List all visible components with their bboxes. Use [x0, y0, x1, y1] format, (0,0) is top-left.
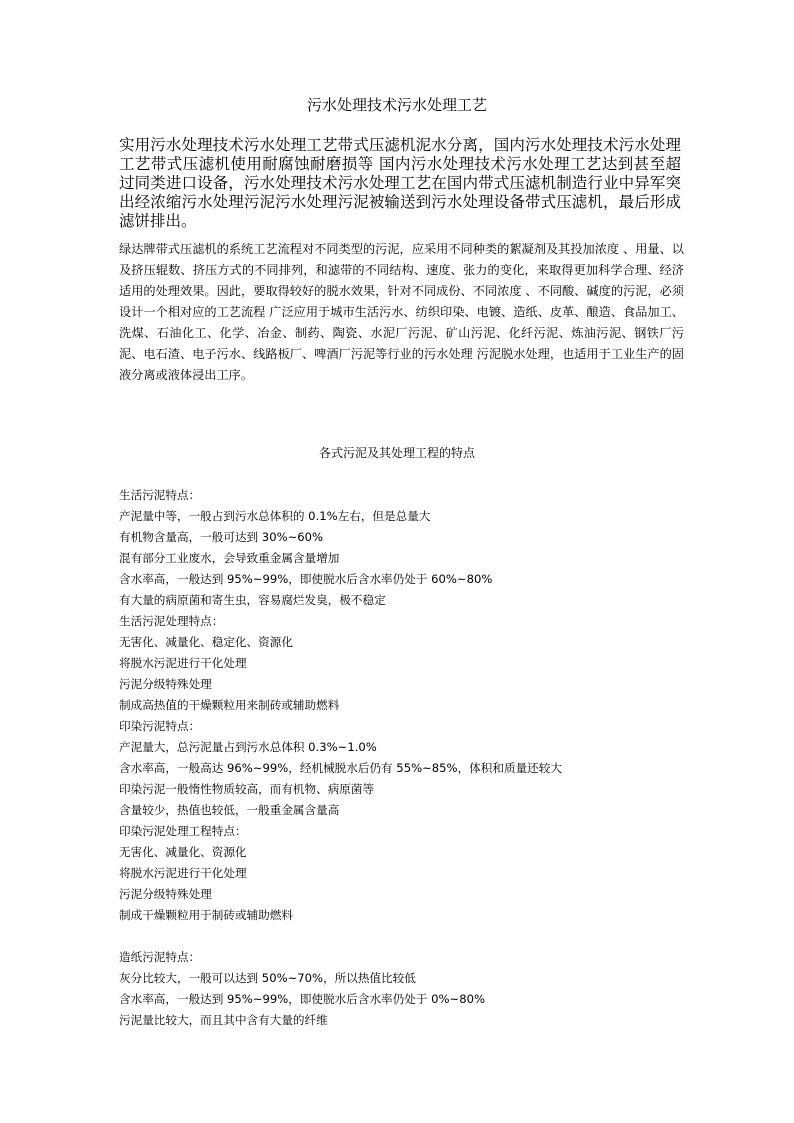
process-paragraph: 绿达牌带式压滤机的系统工艺流程对不同类型的污泥，应采用不同种类的絮凝剂及其投加浓度 、用量、以及挤压辊数、挤压方式的不同排列，和滤带的不同结构、速度、张力的变化，来取得更加科学合理、经济适用的处理效果。因此，要取得较好的脱水效果，针对不同成份、不同浓度 、不同酸、碱度的污泥，必须设计一个相对应的工艺流程 广泛应用于城市生活污水、纺织印染、电镀、造纸、皮革、酿造、食品加工、洗煤、石油化工、化学、冶金、制药、陶瓷、水泥厂污泥、矿山污泥、化纤污泥、炼油污泥、钢铁厂污泥、电石渣、电子污水、线路板厂、啤酒厂污泥等行业的污水处理 污泥脱水处理，也适用于工业生产的固液分离或液体浸出工序。: [119, 242, 684, 382]
section-subtitle: 各式污泥及其处理工程的特点: [318, 446, 475, 460]
document-title: 污水处理技术污水处理工艺: [306, 96, 487, 114]
list-line: 无害化、减量化、资源化: [119, 845, 247, 859]
list-line: 污泥分级特殊处理: [119, 887, 212, 901]
list-line: 生活污泥特点：: [119, 488, 201, 502]
list-line: 制成干燥颗粒用于制砖或辅助燃料: [119, 908, 293, 922]
intro-paragraph: 实用污水处理技术污水处理工艺带式压滤机泥水分离，国内污水处理技术污水处理工艺带式压滤机使用耐腐蚀耐磨损等 国内污水处理技术污水处理工艺达到甚至超过同类进口设备，污水处理技术污水处理工艺在国内带式压滤机制造行业中异军突出经浓缩污水处理污泥污水处理污泥被输送到污水处理设备带式压滤机，最后形成滤饼排出。: [119, 136, 681, 230]
list-line: 含水率高，一般达到 95%~99%，即使脱水后含水率仍处于 60%~80%: [119, 572, 493, 586]
list-line: 有大量的病原菌和寄生虫，容易腐烂发臭，极不稳定: [119, 593, 386, 607]
list-line: 含水率高，一般高达 96%~99%，经机械脱水后仍有 55%~85%，体积和质量还较大: [119, 761, 562, 775]
list-gap: [119, 926, 679, 947]
list-line: 印染污泥处理工程特点：: [119, 824, 247, 838]
list-line: 有机物含量高，一般可达到 30%~60%: [119, 530, 324, 544]
list-line: 将脱水污泥进行干化处理: [119, 866, 247, 880]
list-line: 造纸污泥特点：: [119, 950, 201, 964]
list-line: 生活污泥处理特点：: [119, 614, 224, 628]
list-line: 将脱水污泥进行干化处理: [119, 656, 247, 670]
list-line: 含量较少，热值也较低，一般重金属含量高: [119, 803, 340, 817]
list-line: 产泥量大，总污泥量占到污水总体积 0.3%~1.0%: [119, 740, 377, 754]
list-line: 无害化、减量化、稳定化、资源化: [119, 635, 293, 649]
list-line: 含水率高，一般达到 95%~99%，即使脱水后含水率仍处于 0%~80%: [119, 992, 485, 1006]
list-line: 污泥量比较大，而且其中含有大量的纤维: [119, 1013, 328, 1027]
list-line: 产泥量中等，一般占到污水总体积的 0.1%左右，但是总量大: [119, 509, 431, 523]
list-line: 印染污泥一般惰性物质较高，而有机物、病原菌等: [119, 782, 375, 796]
list-line: 制成高热值的干燥颗粒用来制砖或辅助燃料: [119, 698, 340, 712]
list-line: 污泥分级特殊处理: [119, 677, 212, 691]
characteristics-list: [119, 485, 679, 1031]
list-line: 灰分比较大，一般可以达到 50%~70%，所以热值比较低: [119, 971, 416, 985]
list-line: 印染污泥特点：: [119, 719, 201, 733]
list-line: 混有部分工业废水，会导致重金属含量增加: [119, 551, 340, 565]
